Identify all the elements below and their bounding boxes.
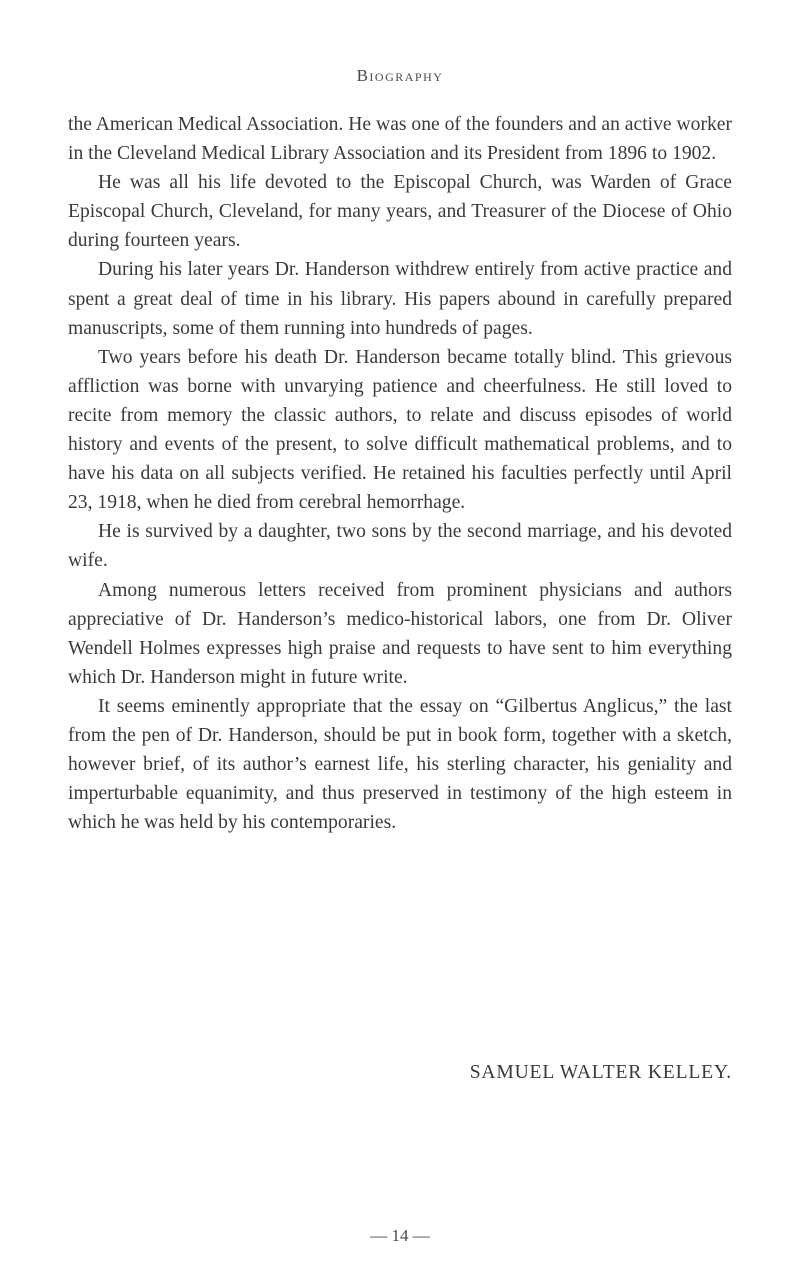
paragraph-continued: the American Medical Association. He was one of the founders and an active worker in the Cleveland Medical Library Association and its President from 1896 to 1902. — [68, 114, 732, 165]
page-number: — 14 — — [370, 1226, 430, 1245]
paragraph: He was all his life devoted to the Episcopal Church, was Warden of Grace Episcopal Church, Cleveland, for many years, and Treasurer of the Diocese of Ohio during fourteen years. — [68, 172, 732, 252]
paragraph: Two years before his death Dr. Handerson became totally blind. This grievous affliction was borne with unvarying patience and cheerfulness. He still loved to recite from memory the classic authors, to relate and discuss episodes of world history and events of the present, to solve difficult mathematical problems, and to have his data on all subjects verified. He retained his faculties perfectly until April 23, 1918, when he died from cerebral hemorrhage. — [68, 346, 732, 514]
paragraph: Among numerous letters received from prominent physicians and authors appreciative of Dr. Handerson’s medico-historical labors, one from Dr. Oliver Wendell Holmes expresses high praise and requests to have sent to him everything which Dr. Handerson might in future write. — [68, 579, 732, 688]
paragraph: He is survived by a daughter, two sons by the second marriage, and his devoted wife. — [68, 521, 732, 572]
running-head: Biography — [356, 66, 444, 85]
body-text — [68, 110, 732, 837]
paragraph: During his later years Dr. Handerson withdrew entirely from active practice and spent a great deal of time in his library. His papers abound in carefully prepared manuscripts, some of them running into hundreds of pages. — [68, 259, 732, 339]
paragraph: It seems eminently appropriate that the essay on “Gilbertus Anglicus,” the last from the pen of Dr. Handerson, should be put in book form, together with a sketch, however brief, of its author’s earnest life, his sterling character, his geniality and imperturbable equanimity, and thus preserved in testimony of the high esteem in which he was held by his contemporaries. — [68, 695, 732, 834]
author-signature: SAMUEL WALTER KELLEY. — [469, 1062, 732, 1083]
